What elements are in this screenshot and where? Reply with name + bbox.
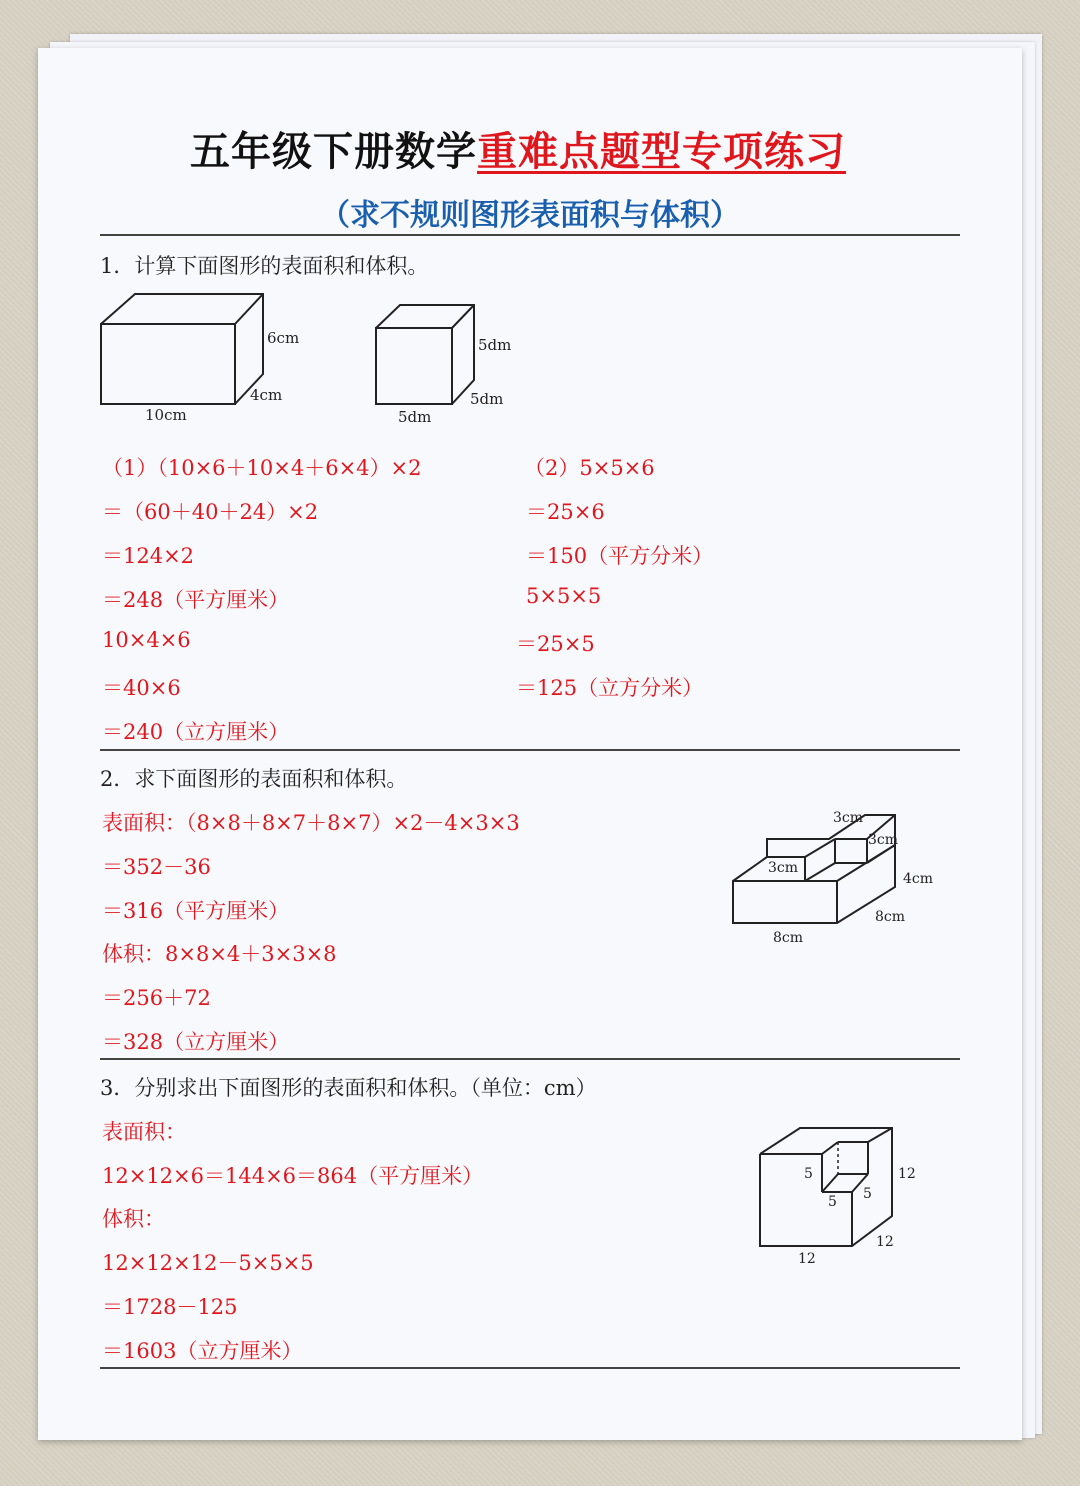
q1-left-line-4: ＝248（平方厘米） <box>102 588 290 612</box>
q2-line-5: ＝256＋72 <box>102 986 211 1010</box>
q2-label-bottom: 8cm <box>773 930 804 946</box>
q3-question: 3．分别求出下面图形的表面积和体积。（单位：cm） <box>100 1076 597 1100</box>
divider <box>100 1367 960 1369</box>
q3-line-6: ＝1603（立方厘米） <box>102 1339 303 1363</box>
q3-cut-cube-figure <box>750 1122 930 1272</box>
divider <box>100 749 960 751</box>
q2-line-6: ＝328（立方厘米） <box>102 1030 290 1054</box>
worksheet-title <box>190 120 846 177</box>
q2-question: 2．求下面图形的表面积和体积。 <box>100 767 408 791</box>
q3-label-cut1: 5 <box>804 1166 813 1182</box>
title-highlight: 重难点题型专项练习 <box>477 128 846 175</box>
q1-fig1-width-label: 4cm <box>250 386 283 404</box>
q1-left-line-7: ＝240（立方厘米） <box>102 720 290 744</box>
q1-right-line-6: ＝125（立方分米） <box>516 676 704 700</box>
q3-label-height: 12 <box>898 1166 916 1182</box>
q1-left-line-2: ＝（60＋40＋24）×2 <box>102 500 319 524</box>
q2-label-right: 4cm <box>903 871 934 887</box>
q2-label-depth: 8cm <box>875 909 906 925</box>
q1-fig2-height-label: 5dm <box>478 336 512 354</box>
q1-right-line-2: ＝25×6 <box>526 500 605 524</box>
q1-fig1-height-label: 6cm <box>267 329 300 347</box>
q2-line-2: ＝352－36 <box>102 855 211 879</box>
q1-fig2-length-label: 5dm <box>398 408 432 426</box>
q3-line-1: 表面积： <box>102 1120 186 1144</box>
q1-fig1-length-label: 10cm <box>145 406 187 424</box>
q1-question: 1．计算下面图形的表面积和体积。 <box>100 254 429 278</box>
q2-line-4: 体积：8×8×4＋3×3×8 <box>102 942 337 966</box>
worksheet-subtitle: （求不规则图形表面积与体积） <box>320 198 740 233</box>
divider <box>100 1058 960 1060</box>
divider <box>100 234 960 236</box>
q1-left-line-6: ＝40×6 <box>102 676 181 700</box>
q1-right-line-4: 5×5×5 <box>526 584 602 608</box>
q1-right-line-3: ＝150（平方分米） <box>526 544 714 568</box>
q2-step-prism-figure <box>725 805 950 950</box>
q2-label-mid: 3cm <box>768 860 799 876</box>
q1-cuboid-figure <box>95 288 325 428</box>
q3-line-5: ＝1728－125 <box>102 1295 238 1319</box>
q2-label-top1: 3cm <box>833 810 864 826</box>
q1-left-line-3: ＝124×2 <box>102 544 195 568</box>
q3-line-2: 12×12×6＝144×6＝864（平方厘米） <box>102 1164 484 1188</box>
q3-line-4: 12×12×12－5×5×5 <box>102 1251 314 1275</box>
q1-left-line-1: （1）（10×6＋10×4＋6×4）×2 <box>102 456 422 480</box>
q3-label-bottom: 12 <box>798 1251 816 1267</box>
q2-label-top2: 3cm <box>868 832 899 848</box>
q1-cube-figure <box>370 300 520 430</box>
q3-label-cut3: 5 <box>828 1194 837 1210</box>
title-main: 五年级下册数学 <box>190 128 477 175</box>
q1-fig2-width-label: 5dm <box>470 390 504 408</box>
q2-line-3: ＝316（平方厘米） <box>102 899 290 923</box>
q3-label-depth: 12 <box>876 1234 894 1250</box>
q1-right-line-5: ＝25×5 <box>516 632 595 656</box>
q2-line-1: 表面积：（8×8＋8×7＋8×7）×2－4×3×3 <box>102 811 520 835</box>
q1-left-line-5: 10×4×6 <box>102 628 191 652</box>
q3-label-cut2: 5 <box>863 1186 872 1202</box>
q3-line-3: 体积： <box>102 1207 165 1231</box>
q1-right-line-1: （2）5×5×6 <box>524 456 655 480</box>
